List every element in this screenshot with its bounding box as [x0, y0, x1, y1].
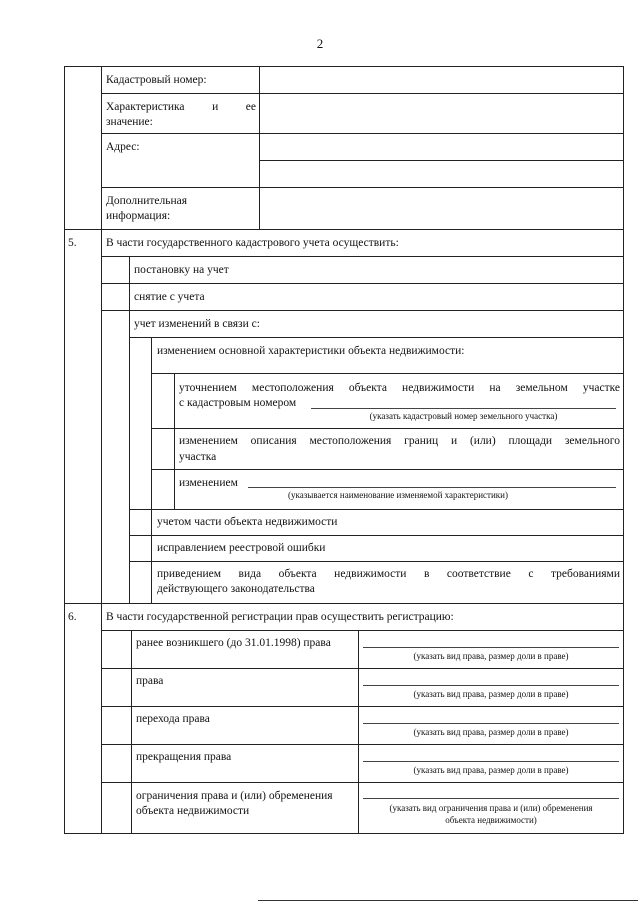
other-change-line	[248, 487, 616, 488]
row-line	[101, 706, 623, 707]
right-hint: (указать вид права, размер доли в праве)	[413, 689, 569, 699]
option-type-conformity-cont: действующего законодательства	[157, 583, 315, 595]
row-line	[101, 782, 623, 783]
row-line	[101, 187, 623, 188]
row-line	[101, 133, 623, 134]
checkbox-column-line	[151, 337, 152, 603]
right-line	[363, 685, 619, 686]
termination-hint: (указать вид права, размер доли в праве)	[413, 765, 569, 775]
section6-title: В части государственной регистрации прав осуществить регистрацию:	[106, 611, 454, 623]
option-earlier-right: ранее возникшего (до 31.01.1998) права	[136, 637, 331, 649]
row-line	[101, 668, 623, 669]
option-registry-error: исправлением реестровой ошибки	[157, 542, 326, 554]
section5-number: 5.	[68, 237, 77, 249]
option-changes: учет изменений в связи с:	[134, 318, 260, 330]
option-restriction-cont: объекта недвижимости	[136, 805, 250, 817]
row-line	[101, 310, 623, 311]
option-main-characteristic: изменением основной характеристики объекта недвижимости:	[157, 345, 465, 357]
row-line	[151, 428, 623, 429]
row-line	[64, 603, 624, 604]
row-line	[101, 283, 623, 284]
row-line	[101, 630, 623, 631]
row-line	[101, 93, 623, 94]
option-location-clarification-cont: с кадастровым номером	[179, 397, 297, 409]
row-line	[101, 256, 623, 257]
page-number: 2	[316, 36, 324, 51]
option-termination: прекращения права	[136, 751, 232, 763]
checkbox-column-line	[174, 373, 175, 509]
transfer-hint: (указать вид права, размер доли в праве)	[413, 727, 569, 737]
restriction-line	[363, 798, 619, 799]
earlier-right-hint: (указать вид права, размер доли в праве)	[413, 651, 569, 661]
row-line	[64, 229, 624, 230]
option-boundary-change: изменением описания местоположения границ и (или) площади земельного	[179, 435, 620, 447]
row-line	[129, 337, 623, 338]
option-restriction: ограничения права и (или) обременения	[136, 790, 333, 802]
table-border-top	[64, 66, 624, 67]
table-border-right	[623, 66, 624, 834]
option-transfer: перехода права	[136, 713, 210, 725]
table-border-bottom	[64, 833, 624, 834]
section6-value-divider	[358, 630, 359, 834]
restriction-hint: (указать вид ограничения права и (или) обременения	[389, 803, 593, 813]
characteristic-label: Характеристика и ее значение:	[106, 101, 256, 128]
option-registration: постановку на учет	[134, 264, 229, 276]
option-right: права	[136, 675, 164, 687]
transfer-line	[363, 723, 619, 724]
row-line	[259, 160, 623, 161]
additional-info-label: Дополнительная информация:	[106, 195, 188, 222]
option-type-conformity: приведением вида объекта недвижимости в соответствие с требованиями	[157, 568, 620, 580]
option-other-change: изменением	[179, 477, 238, 489]
option-boundary-change-cont: участка	[179, 451, 217, 463]
address-label: Адрес:	[106, 141, 140, 153]
cadastral-number-line	[311, 408, 616, 409]
row-line	[129, 535, 623, 536]
row-line	[129, 509, 623, 510]
row-line	[151, 469, 623, 470]
restriction-hint-cont: объекта недвижимости)	[445, 815, 537, 825]
cadastral-number-label: Кадастровый номер:	[106, 74, 207, 86]
number-column-divider	[101, 66, 102, 834]
row-line	[101, 744, 623, 745]
earlier-right-line	[363, 647, 619, 648]
option-removal: снятие с учета	[134, 291, 205, 303]
option-location-clarification: уточнением местоположения объекта недвижимости на земельном участке	[179, 382, 620, 394]
termination-line	[363, 761, 619, 762]
other-change-hint: (указывается наименование изменяемой характеристики)	[288, 490, 508, 500]
option-part-accounting: учетом части объекта недвижимости	[157, 516, 338, 528]
object-block-divider	[259, 66, 260, 229]
section5-title: В части государственного кадастрового учета осуществить:	[106, 237, 399, 249]
cadastral-number-hint: (указать кадастровый номер земельного участка)	[369, 411, 558, 421]
page-bottom-edge	[258, 900, 638, 901]
row-line	[151, 373, 623, 374]
section6-number: 6.	[68, 611, 77, 623]
table-border-left	[64, 66, 65, 834]
row-line	[129, 561, 623, 562]
checkbox-column-line	[129, 256, 130, 603]
checkbox-column-line	[131, 630, 132, 834]
